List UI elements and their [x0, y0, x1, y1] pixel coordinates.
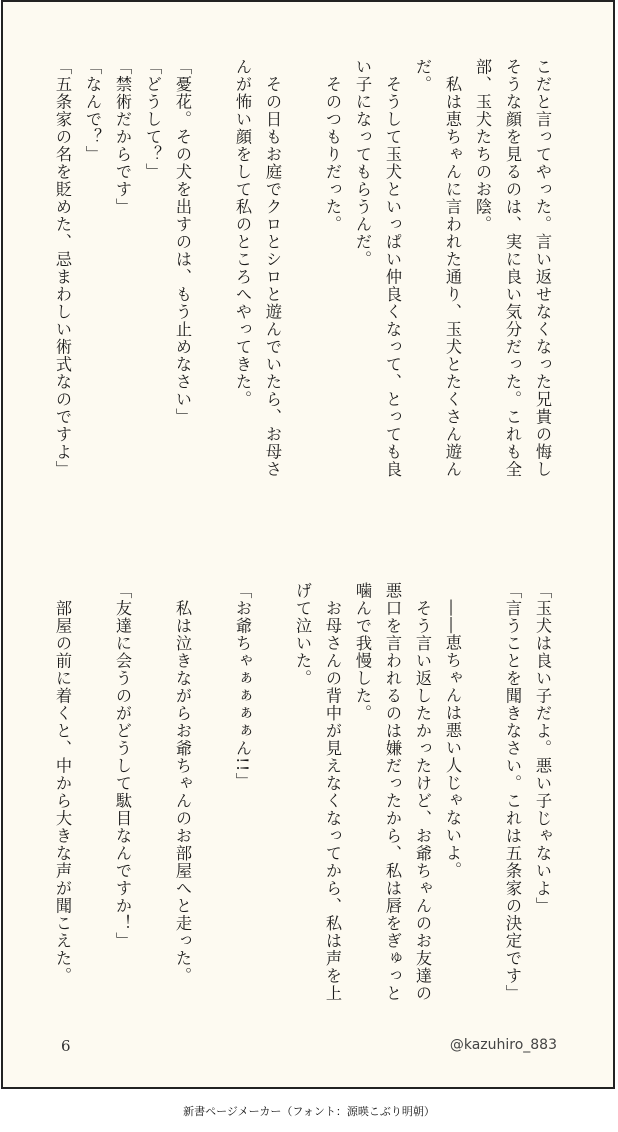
text-line: 私は恵ちゃんに言われた通り、玉犬とたくさん遊ん — [443, 58, 462, 478]
page-number: 6 — [61, 1037, 71, 1055]
blank-line — [287, 58, 317, 518]
text-line: 「友達に会うのがどうして駄目なんですか！」 — [113, 582, 132, 950]
text-line: 部、玉犬たちのお陰。 — [473, 58, 492, 233]
text-line: その日もお庭でクロとシロと遊んでいたら、お母さ — [263, 58, 282, 478]
page-caption: 新書ページメーカー（フォント：源暎こぶり明朝） — [183, 1105, 435, 1118]
text-line: 部屋の前に着くと、中から大きな声が聞こえた。 — [53, 582, 72, 985]
blank-line — [137, 582, 167, 1012]
blank-line — [467, 582, 497, 1012]
text-line: 「言うことを聞きなさい。これは五条家の決定です」 — [503, 582, 522, 1002]
text-line: 「どうして？」 — [143, 58, 162, 181]
text-line: そうして玉犬といっぱい仲良くなって、とっても良 — [383, 58, 402, 478]
text-line: 「玉犬は良い子だよ。悪い子じゃないよ」 — [533, 582, 552, 915]
text-line: こだと言ってやった。言い返せなくなった兄貴の悔し — [533, 58, 552, 478]
text-line: ――恵ちゃんは悪い人じゃないよ。 — [443, 582, 462, 880]
text-line: 悪口を言われるのは嫌だったから、私は唇をぎゅっと — [383, 582, 402, 1002]
text-line: 「五条家の名を貶めた、忌まわしい術式なのですよ」 — [53, 58, 72, 478]
text-line: 私は泣きながらお爺ちゃんのお部屋へと走った。 — [173, 582, 192, 985]
novel-page — [1, 0, 615, 1089]
blank-line — [197, 58, 227, 518]
bottom-text-block — [47, 582, 557, 1012]
top-text-block — [47, 58, 557, 518]
blank-line — [197, 582, 227, 1012]
text-line: 「禁術だからです」 — [113, 58, 132, 216]
text-line: そうな顔を見るのは、実に良い気分だった。これも全 — [503, 58, 522, 478]
blank-line — [257, 582, 287, 1012]
text-line: い子になってもらうんだ。 — [353, 58, 372, 268]
text-line: んが怖い顔をして私のところへやってきた。 — [233, 58, 252, 408]
blank-line — [77, 582, 107, 1012]
text-line: 「なんで？」 — [83, 58, 102, 163]
text-line: げて泣いた。 — [293, 582, 312, 687]
text-line: 「憂花。その犬を出すのは、もう止めなさい」 — [173, 58, 192, 426]
text-line: だ。 — [413, 58, 432, 93]
text-line: 噛んで我慢した。 — [353, 582, 372, 722]
text-line: 「お爺ちゃぁぁぁぁん!!」 — [233, 582, 252, 791]
text-line: そう言い返したかったけど、お爺ちゃんのお友達の — [413, 582, 432, 1002]
text-line: そのつもりだった。 — [323, 58, 342, 233]
text-line: お母さんの背中が見えなくなってから、私は声を上 — [323, 582, 342, 1002]
author-handle: @kazuhiro_883 — [449, 1037, 557, 1053]
